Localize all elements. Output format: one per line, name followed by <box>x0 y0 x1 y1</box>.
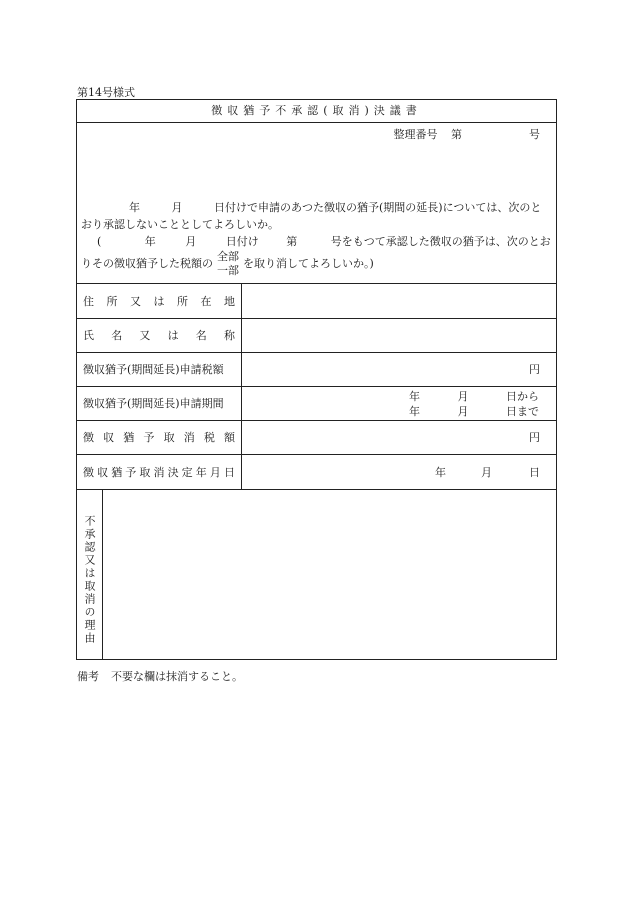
decision-day: 日 <box>529 465 540 479</box>
p2-date-suffix: 日付け <box>225 235 259 248</box>
period-to: 年 月 日まで <box>409 405 539 418</box>
address-field[interactable] <box>243 283 556 318</box>
tax-amount-unit: 円 <box>529 363 540 376</box>
p1-month: 月 <box>171 201 183 214</box>
form-title: 徴収猶予不承認(取消)決議書 <box>77 100 556 123</box>
cancel-amount-label: 徴 収 猶 予 取 消 税 額 <box>83 431 235 444</box>
p2-text: 号をもつて承認した徴収の猶予は、次のとお <box>330 235 551 248</box>
row-tax-amount <box>77 352 556 387</box>
cancel-amount-field[interactable] <box>243 420 556 454</box>
name-field[interactable] <box>243 318 556 352</box>
ref-number-prefix: 第 <box>451 128 462 141</box>
row-decision-date <box>77 454 556 490</box>
period-label: 徴収猶予(期間延長)申請期間 <box>77 386 242 420</box>
period-from: 年 月 日から <box>409 390 539 403</box>
ref-number-suffix: 号 <box>529 128 540 141</box>
footnote <box>77 668 243 684</box>
p2-line2-before: りその徴収猶予した税額の <box>81 257 213 270</box>
cancel-amount-unit: 円 <box>529 431 540 444</box>
reason-field[interactable] <box>103 489 556 659</box>
p2-no-prefix: 第 <box>286 235 298 248</box>
reason-label: 不承認又は取消の理由 <box>77 489 103 659</box>
tax-amount-label: 徴収猶予(期間延長)申請税額 <box>77 352 242 386</box>
ref-number-label: 整理番号 <box>393 128 438 141</box>
tax-amount-field[interactable] <box>243 352 556 386</box>
decision-year: 年 <box>435 465 446 479</box>
period-field[interactable] <box>243 386 556 420</box>
p1-year: 年 <box>129 201 140 214</box>
row-period <box>77 386 556 421</box>
row-cancel-amount <box>77 420 556 455</box>
note-text: 不要な欄は抹消すること。 <box>111 670 243 683</box>
row-name <box>77 318 556 353</box>
name-label: 氏 名 又 は 名 称 <box>83 329 235 342</box>
reference-number <box>384 126 541 142</box>
address-label: 住 所 又 は 所 在 地 <box>83 294 235 308</box>
p1-text: 日付けで申請のあつた徴収の猶予(期間の延長)については、次のと <box>214 201 542 214</box>
p2-line2-after: を取り消してよろしいか。) <box>243 257 374 270</box>
paragraph1-line1 <box>81 200 552 216</box>
choice-all: 全部 <box>217 250 239 263</box>
paragraph2-line2 <box>81 250 552 278</box>
row-reason <box>77 489 556 659</box>
decision-month: 月 <box>481 465 492 479</box>
row-address <box>77 283 556 319</box>
decision-date-label: 徴 収 猶 予 取 消 決 定 年 月 日 <box>83 465 235 479</box>
choice-part: 一部 <box>217 264 239 277</box>
note-prefix: 備考 <box>77 670 99 683</box>
paragraph2-line1 <box>81 234 552 250</box>
decision-date-field[interactable] <box>243 454 556 489</box>
all-or-part-choice <box>217 250 239 278</box>
p2-paren: ( <box>97 235 102 248</box>
decision-form <box>76 99 557 660</box>
form-number-label: 第14号様式 <box>77 86 135 99</box>
p2-month: 月 <box>185 235 197 248</box>
header-block <box>77 122 556 284</box>
p2-year: 年 <box>144 235 156 248</box>
paragraph1-line2: おり承認しないこととしてよろしいか。 <box>81 218 279 231</box>
